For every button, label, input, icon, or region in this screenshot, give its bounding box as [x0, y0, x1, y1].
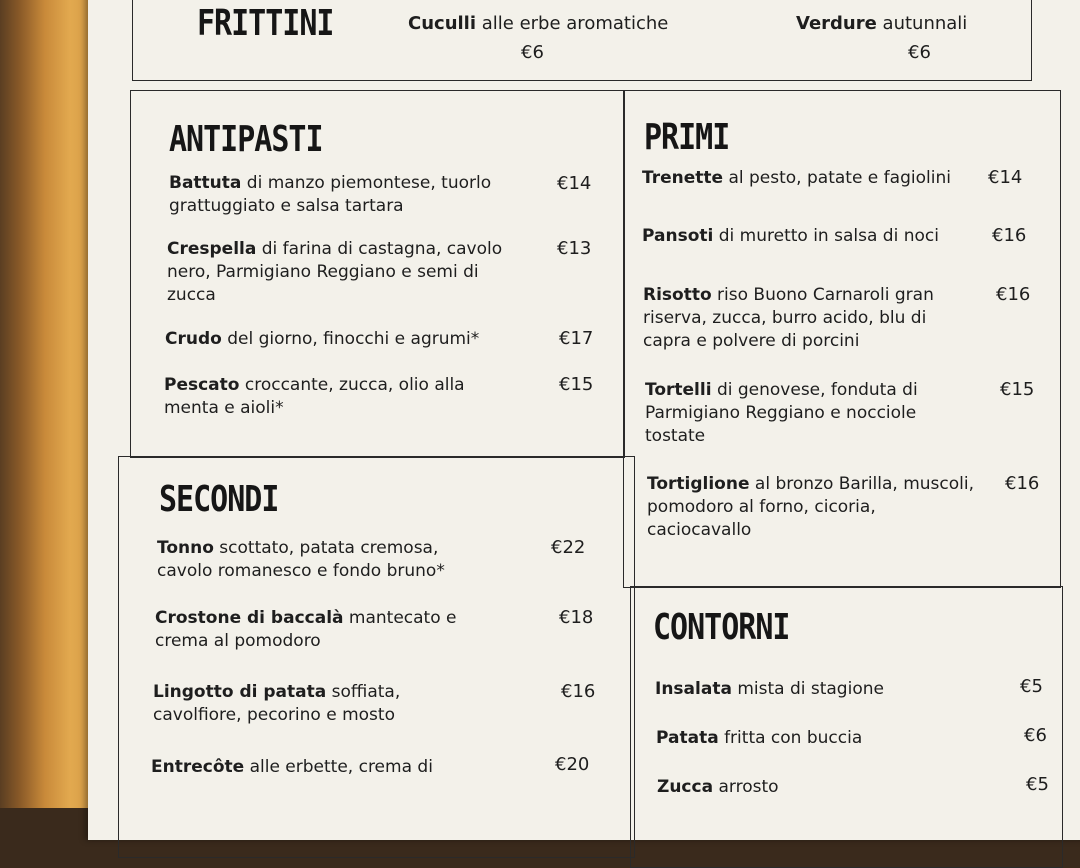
primi-price: €15	[1000, 379, 1035, 400]
primi-item: Tortiglione al bronzo Barilla, muscoli, pomodoro al forno, cicoria, caciocavallo	[647, 474, 975, 540]
antipasti-title: ANTIPASTI	[169, 119, 323, 161]
antipasti-item: Pescato croccante, zucca, olio alla menta e aioli*	[164, 375, 465, 418]
secondi-price: €22	[551, 537, 586, 558]
antipasti-item: Battuta di manzo piemontese, tuorlo grattuggiato e salsa tartara	[169, 173, 492, 216]
antipasti-box	[130, 90, 625, 458]
secondi-box	[118, 456, 635, 858]
frittini-price-verdure: €6	[908, 42, 931, 63]
primi-item: Risotto riso Buono Carnaroli gran riserva, zucca, burro acido, blu di capra e polvere di porcini	[643, 285, 934, 351]
primi-price: €16	[992, 225, 1027, 246]
antipasti-price: €14	[557, 173, 592, 194]
secondi-price: €16	[561, 681, 596, 702]
frittini-title: FRITTINI	[197, 3, 334, 45]
secondi-price: €18	[559, 607, 594, 628]
antipasti-item: Crudo del giorno, finocchi e agrumi*	[165, 329, 480, 349]
primi-item: Pansoti di muretto in salsa di noci	[642, 226, 939, 246]
primi-price: €16	[1005, 473, 1040, 494]
antipasti-price: €15	[559, 374, 594, 395]
frittini-price-cuculli: €6	[521, 42, 544, 63]
frittini-item-verdure: Verdure autunnali	[796, 13, 968, 34]
primi-box	[623, 90, 1061, 588]
antipasti-price: €17	[559, 328, 594, 349]
contorni-price: €5	[1026, 774, 1049, 795]
frittini-item-cuculli: Cuculli alle erbe aromatiche	[408, 13, 669, 34]
contorni-box	[630, 586, 1063, 868]
antipasti-price: €13	[557, 238, 592, 259]
secondi-item: Crostone di baccalà mantecato e crema al pomodoro	[155, 608, 457, 651]
primi-price: €16	[996, 284, 1031, 305]
antipasti-item: Crespella di farina di castagna, cavolo nero, Parmigiano Reggiano e semi di zucca	[167, 239, 503, 305]
secondi-item: Lingotto di patata soffiata, cavolfiore, pecorino e mosto	[153, 682, 401, 725]
secondi-item: Entrecôte alle erbette, crema di	[151, 757, 433, 777]
primi-item: Trenette al pesto, patate e fagiolini	[642, 168, 951, 188]
contorni-price: €6	[1024, 725, 1047, 746]
primi-item: Tortelli di genovese, fonduta di Parmigiano Reggiano e nocciole tostate	[645, 380, 918, 446]
primi-title: PRIMI	[644, 117, 730, 159]
contorni-item: Patata fritta con buccia	[656, 728, 863, 748]
secondi-price: €20	[555, 754, 590, 775]
primi-price: €14	[988, 167, 1023, 188]
contorni-item: Insalata mista di stagione	[655, 679, 884, 699]
frittini-box	[132, 0, 1032, 81]
contorni-item: Zucca arrosto	[657, 777, 779, 797]
wooden-board-edge	[0, 0, 95, 808]
menu-paper	[88, 0, 1080, 840]
secondi-item: Tonno scottato, patata cremosa, cavolo romanesco e fondo bruno*	[157, 538, 445, 581]
secondi-title: SECONDI	[159, 479, 279, 521]
contorni-title: CONTORNI	[653, 607, 790, 649]
contorni-price: €5	[1020, 676, 1043, 697]
